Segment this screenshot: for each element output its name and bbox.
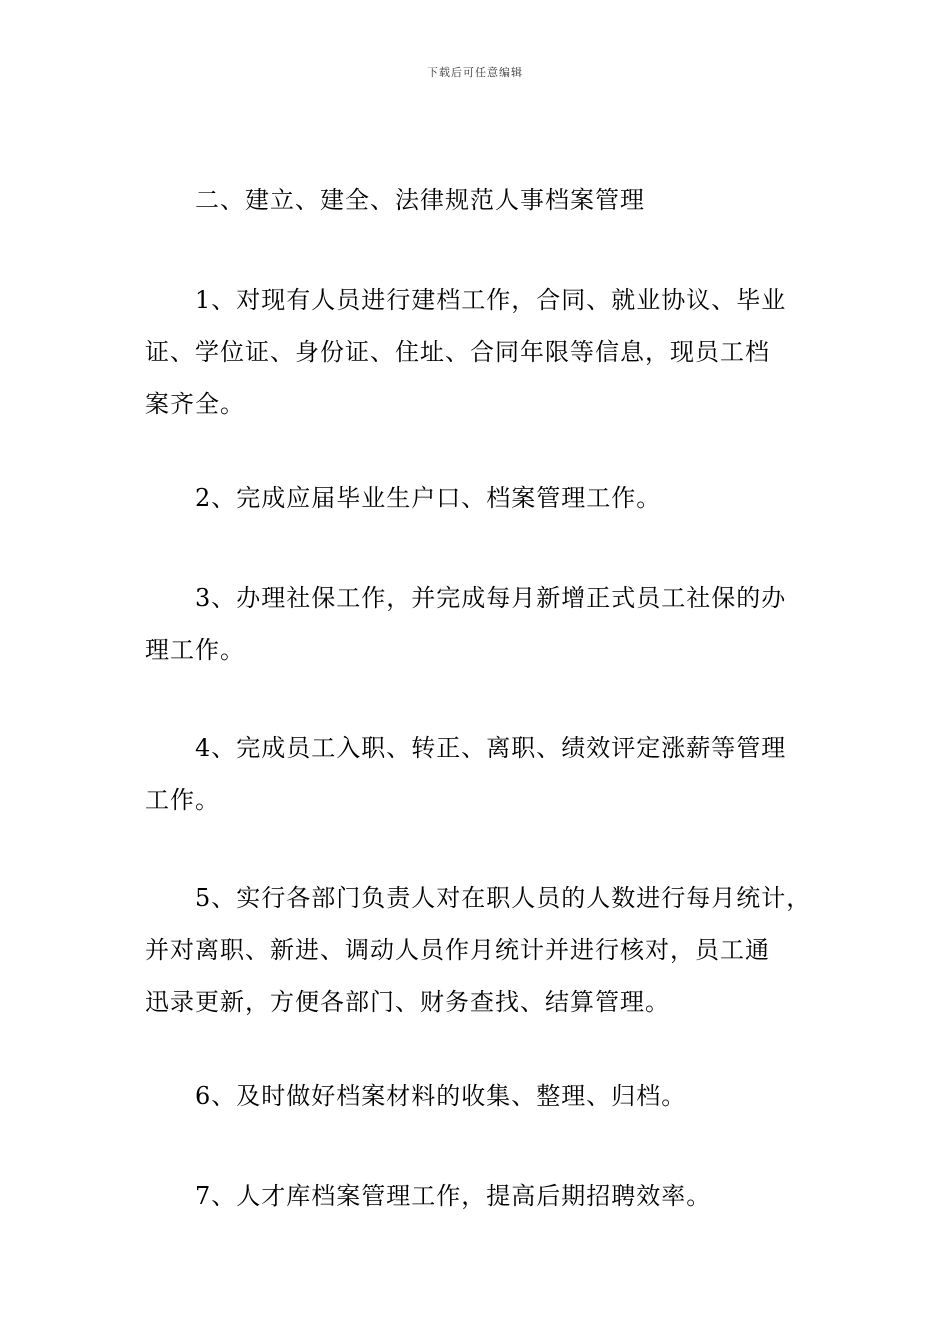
item-3-line-2: 理工作。 — [145, 636, 245, 664]
list-item-3 — [145, 574, 817, 674]
list-item-2 — [145, 474, 817, 522]
item-5-line-3: 迅录更新，方便各部门、财务查找、结算管理。 — [145, 988, 670, 1016]
item-3-line-1: 3、办理社保工作，并完成每月新增正式员工社保的办 — [195, 584, 787, 612]
list-item-1 — [145, 276, 817, 428]
page-header: 下载后可任意编辑 — [427, 66, 523, 79]
list-item-7 — [145, 1172, 817, 1220]
item-4-line-2: 工作。 — [145, 786, 220, 814]
item-2-line-1: 2、完成应届毕业生户口、档案管理工作。 — [195, 484, 662, 512]
item-6-line-1: 6、及时做好档案材料的收集、整理、归档。 — [195, 1082, 687, 1110]
item-1-line-1: 1、对现有人员进行建档工作，合同、就业协议、毕业 — [195, 286, 787, 314]
item-4-line-1: 4、完成员工入职、转正、离职、绩效评定涨薪等管理 — [195, 734, 787, 762]
list-item-6 — [145, 1072, 817, 1120]
item-1-line-3: 案齐全。 — [145, 390, 245, 418]
item-1-line-2: 证、学位证、身份证、住址、合同年限等信息，现员工档 — [145, 338, 770, 366]
list-item-5 — [145, 874, 835, 1026]
section-title: 二、建立、建全、法律规范人事档案管理 — [195, 186, 645, 214]
item-5-line-2: 并对离职、新进、调动人员作月统计并进行核对，员工通 — [145, 936, 770, 964]
item-7-line-1: 7、人才库档案管理工作，提高后期招聘效率。 — [195, 1182, 712, 1210]
list-item-4 — [145, 724, 817, 824]
item-5-line-1: 5、实行各部门负责人对在职人员的人数进行每月统计， — [195, 884, 812, 912]
